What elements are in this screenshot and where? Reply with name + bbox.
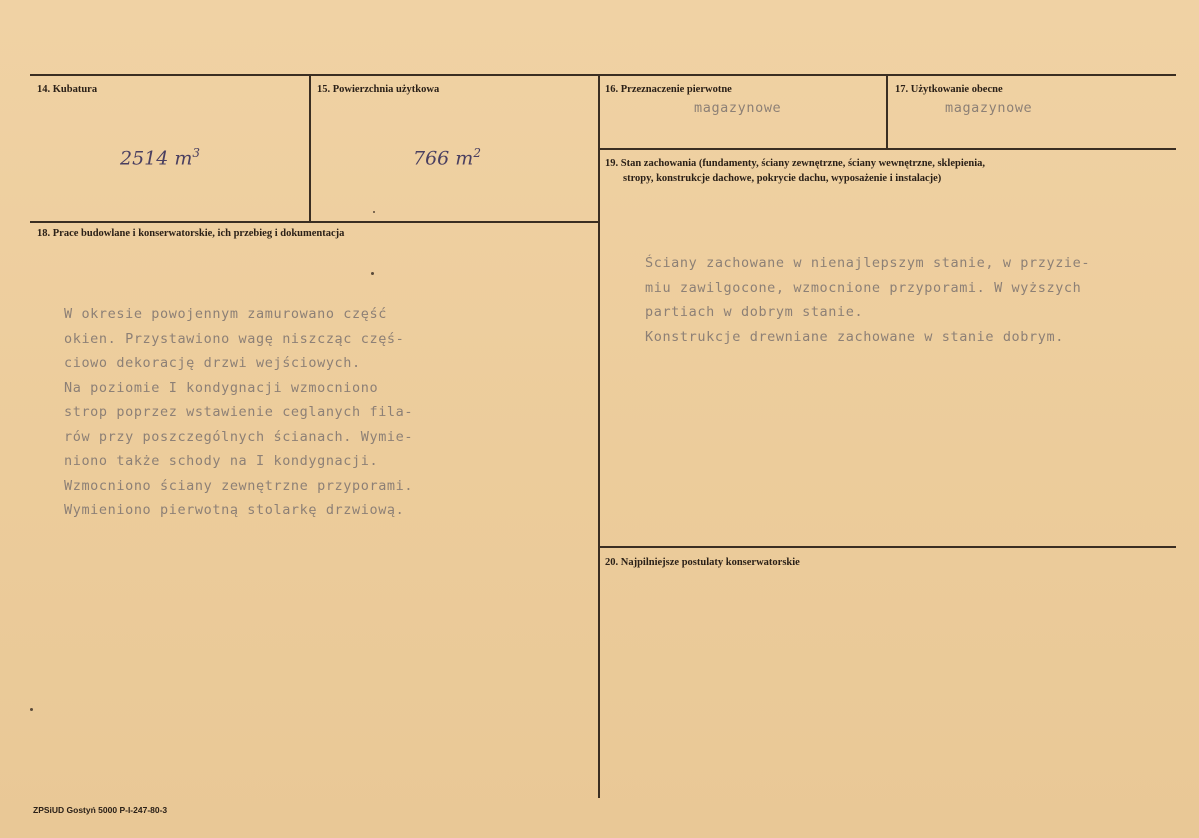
field-19-label-line2: stropy, konstrukcje dachowe, pokrycie dachu, wyposażenie i instalacje) [623,173,942,184]
top-border [30,74,1176,76]
field-14-value: 2514 $m^3$ [120,146,201,170]
field-17-value: magazynowe [945,100,1033,116]
field-15-label: 15. Powierzchnia użytkowa [317,84,440,95]
field-18-value: W okresie powojennym zamurowano część okien. Przystawiono wagę niszcząc częś- ciowo dekorację drzwi wejściowych. Na poziomie I kondygnacji wzmocniono strop poprzez wstawienie ceglanych fila- rów przy poszczególnych ścianach. Wymie- niono także schody na I kondygnacji. Wzmocniono ściany zewnętrzne przyporami. Wymieniono pierwotną stolarkę drzwiową. [64,306,414,518]
field-17-label: 17. Użytkowanie obecne [895,84,1003,95]
field-20-label: 20. Najpilniejsze postulaty konserwatorskie [605,557,800,568]
field-19-value: Ściany zachowane w nienajlepszym stanie, w przyzie- miu zawilgocone, wzmocnione przyporami. W wyższych partiach w dobrym stanie. Konstrukcje drewniane zachowane w stanie dobrym. [645,255,1091,345]
paper-speck [371,272,374,275]
divider-16-17 [886,74,888,149]
field-19-label-line1: 19. Stan zachowania (fundamenty, ściany zewnętrzne, ściany wewnętrzne, sklepienia, [605,158,986,169]
paper-speck [373,211,375,213]
divider-field20 [598,546,1176,548]
divider-row1-left [30,221,598,223]
divider-main [598,74,600,798]
paper-speck [30,708,33,711]
divider-14-15 [309,74,311,222]
print-code: ZPSiUD Gostyń 5000 P-I-247-80-3 [33,805,168,815]
field-16-label: 16. Przeznaczenie pierwotne [605,84,732,95]
field-14-label: 14. Kubatura [37,84,98,95]
field-18-label: 18. Prace budowlane i konserwatorskie, ich przebieg i dokumentacja [37,228,345,239]
field-16-value: magazynowe [694,100,782,116]
field-15-value: 766 $m^2$ [413,146,481,170]
